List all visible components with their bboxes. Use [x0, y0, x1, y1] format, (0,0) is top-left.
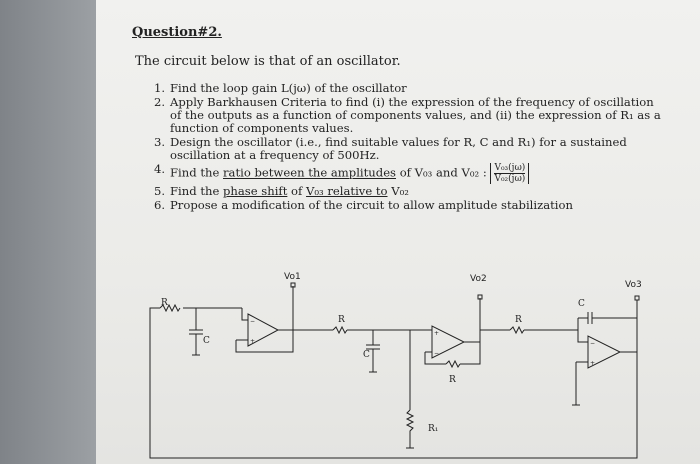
label-c-right: C: [578, 299, 585, 309]
list-item: 1. Find the loop gain L(jω) of the oscillator: [154, 81, 407, 95]
resistor-r-mid2: [446, 361, 460, 367]
label-r1: R₁: [428, 424, 439, 434]
list-item: 5. Find the phase shift of V₀₃ relative to V₀₂: [154, 184, 409, 198]
svg-text:+: +: [250, 338, 256, 345]
resistor-r-mid: [333, 327, 347, 333]
question-heading: Question#2.: [132, 25, 222, 40]
list-item: 2. Apply Barkhausen Criteria to find (i) the expression of the frequency of oscillation of the outputs as a function of components values, and (ii) the expression of R₁ as a function of components values.: [154, 95, 661, 135]
label-vo2: Vo2: [470, 274, 487, 284]
list-item: 4. Find the ratio between the amplitudes of V₀₃ and V₀₂ : $\frac{\text{V₀₃(jω)}}{\text{V₀₂(jω)}}$: [148, 163, 668, 184]
resistor-r1: [406, 410, 414, 448]
label-r-mid: R: [338, 315, 345, 325]
capacitor-c-right: [578, 312, 637, 330]
intro-text: The circuit below is that of an oscillator.: [135, 54, 401, 69]
label-vo1: Vo1: [284, 272, 301, 282]
svg-text:−: −: [590, 340, 596, 347]
amplitude-ratio-fraction: $\frac{\text{V₀₃(jω)}}{\text{V₀₂(jω)}}$: [490, 163, 529, 184]
list-item: 6. Propose a modification of the circuit to allow amplitude stabilization: [154, 198, 573, 212]
svg-text:−: −: [434, 350, 440, 357]
label-c-left: C: [203, 336, 210, 346]
label-c-mid: C: [363, 350, 370, 360]
label-vo3: Vo3: [625, 280, 642, 290]
svg-text:+: +: [434, 330, 440, 337]
label-r-mid2: R: [449, 375, 456, 385]
label-r-left: R: [161, 298, 168, 308]
svg-text:−: −: [250, 318, 256, 325]
feedback-wire: [150, 300, 637, 458]
label-r-right: R: [515, 315, 522, 325]
svg-text:+: +: [590, 360, 596, 367]
capacitor-c-left: [189, 308, 203, 355]
list-item: 3. Design the oscillator (i.e., find suitable values for R, C and R₁) for a sustained oscillation at a frequency of 500Hz.: [154, 135, 627, 162]
resistor-r-right: [510, 327, 524, 333]
